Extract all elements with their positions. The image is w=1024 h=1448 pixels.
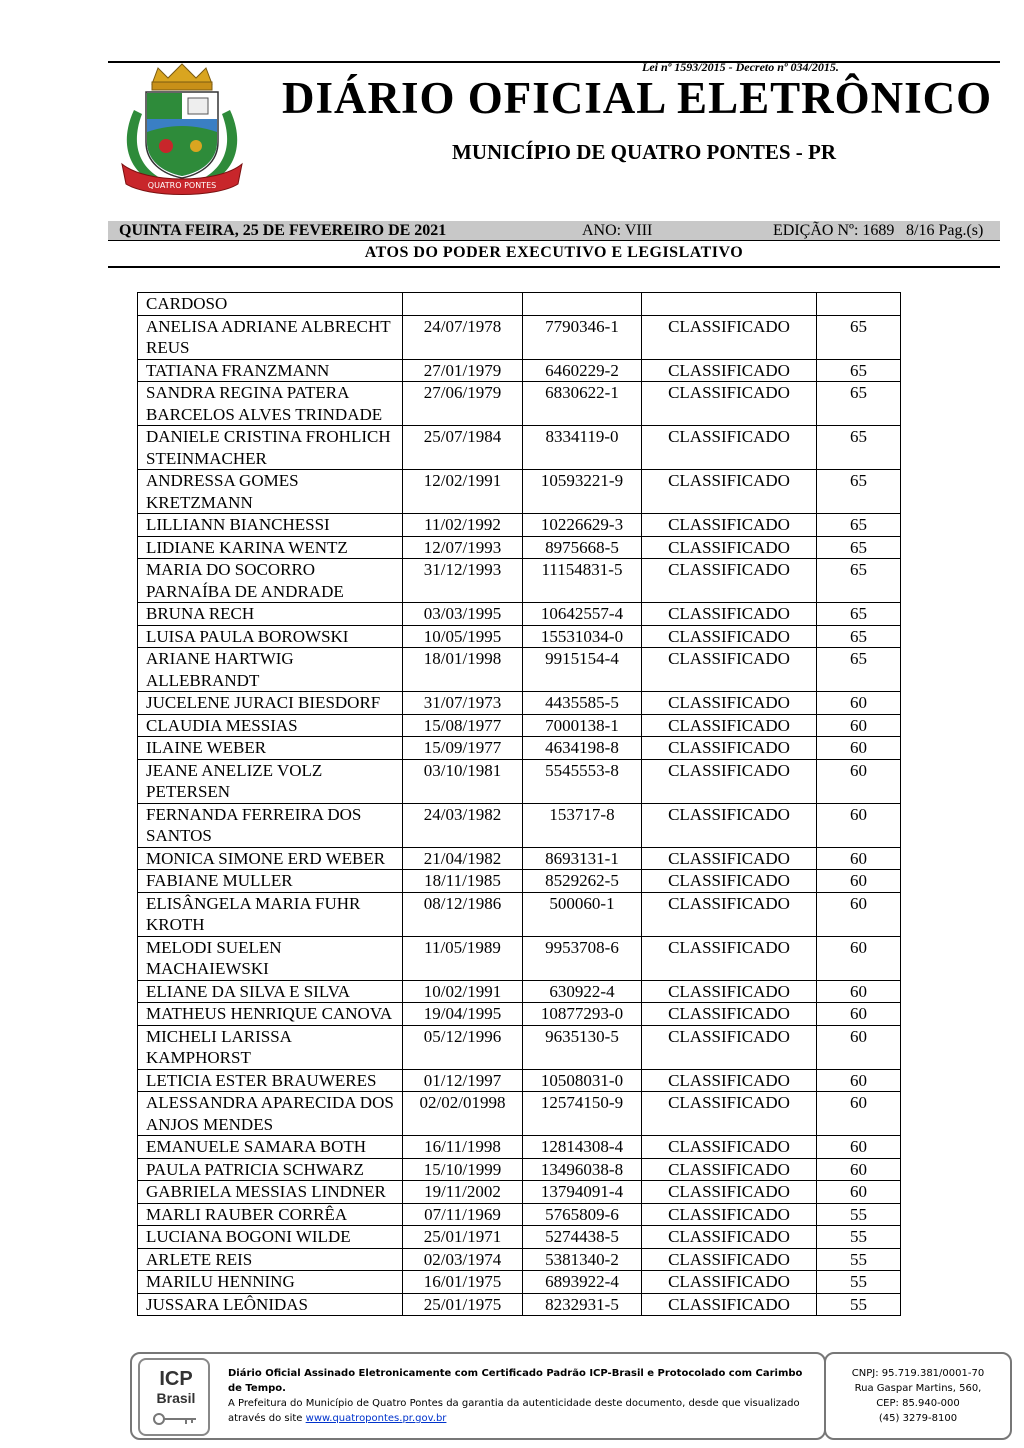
cell-score: 65: [817, 625, 901, 648]
cell-name: ALESSANDRA APARECIDA DOS ANJOS MENDES: [138, 1092, 403, 1136]
cell-status: CLASSIFICADO: [642, 692, 817, 715]
law-note: Lei nº 1593/2015 - Decreto nº 034/2015.: [642, 60, 839, 74]
table-row: [138, 892, 901, 936]
footer-contact-text: [826, 1366, 1010, 1426]
cell-name: ELISÂNGELA MARIA FUHR KROTH: [138, 892, 403, 936]
page-title: DIÁRIO OFICIAL ELETRÔNICO: [282, 73, 993, 123]
cell-birthdate: 31/07/1973: [403, 692, 523, 715]
cell-birthdate: 18/01/1998: [403, 648, 523, 692]
footer-phone: (45) 3279-8100: [878, 1413, 958, 1424]
cell-birthdate: 15/09/1977: [403, 737, 523, 760]
cell-status: CLASSIFICADO: [642, 1271, 817, 1294]
cell-rg: 5545553-8: [523, 759, 642, 803]
cell-birthdate: 11/02/1992: [403, 514, 523, 537]
table-row: [138, 1203, 901, 1226]
cell-rg: 9953708-6: [523, 936, 642, 980]
table-row: [138, 980, 901, 1003]
cell-score: 55: [817, 1248, 901, 1271]
table-row: [138, 559, 901, 603]
cell-status: CLASSIFICADO: [642, 759, 817, 803]
table-row: [138, 1069, 901, 1092]
cell-status: CLASSIFICADO: [642, 315, 817, 359]
cell-name: MARLI RAUBER CORRÊA: [138, 1203, 403, 1226]
cell-score: 60: [817, 1158, 901, 1181]
cell-name: EMANUELE SAMARA BOTH: [138, 1136, 403, 1159]
cell-rg: 630922-4: [523, 980, 642, 1003]
table-row: [138, 1226, 901, 1249]
cell-rg: 10593221-9: [523, 470, 642, 514]
cell-name: PAULA PATRICIA SCHWARZ: [138, 1158, 403, 1181]
cell-rg: 5381340-2: [523, 1248, 642, 1271]
cell-birthdate: 10/05/1995: [403, 625, 523, 648]
cell-rg: 4435585-5: [523, 692, 642, 715]
edition-year: ANO: VIII: [582, 222, 653, 239]
cell-name: FABIANE MULLER: [138, 870, 403, 893]
cell-birthdate: [403, 293, 523, 316]
cell-rg: 7790346-1: [523, 315, 642, 359]
cell-status: CLASSIFICADO: [642, 1181, 817, 1204]
table-row: [138, 1003, 901, 1026]
cell-rg: 8334119-0: [523, 426, 642, 470]
cell-rg: [523, 293, 642, 316]
cell-name: MARIA DO SOCORRO PARNAÍBA DE ANDRADE: [138, 559, 403, 603]
cell-name: LUCIANA BOGONI WILDE: [138, 1226, 403, 1249]
cell-score: 60: [817, 892, 901, 936]
cell-score: 60: [817, 1136, 901, 1159]
cell-rg: 10877293-0: [523, 1003, 642, 1026]
edition-pages: 8/16 Pag.(s): [906, 222, 984, 239]
cell-score: [817, 293, 901, 316]
cell-score: 60: [817, 692, 901, 715]
cell-birthdate: 19/11/2002: [403, 1181, 523, 1204]
footer-address: Rua Gaspar Martins, 560,: [854, 1383, 982, 1394]
cell-rg: 12814308-4: [523, 1136, 642, 1159]
cell-status: CLASSIFICADO: [642, 426, 817, 470]
cell-rg: 9635130-5: [523, 1025, 642, 1069]
cell-status: CLASSIFICADO: [642, 382, 817, 426]
municipality-subtitle: MUNICÍPIO DE QUATRO PONTES - PR: [452, 140, 837, 164]
cell-status: [642, 293, 817, 316]
cell-rg: 9915154-4: [523, 648, 642, 692]
cell-score: 60: [817, 803, 901, 847]
table-row: [138, 1293, 901, 1316]
cell-score: 60: [817, 870, 901, 893]
key-icon: [152, 1412, 198, 1426]
cell-status: CLASSIFICADO: [642, 803, 817, 847]
cell-status: CLASSIFICADO: [642, 936, 817, 980]
edition-bar-rule: [108, 240, 1000, 241]
cell-status: CLASSIFICADO: [642, 714, 817, 737]
cell-score: 65: [817, 536, 901, 559]
table-row: [138, 692, 901, 715]
cell-birthdate: 15/08/1977: [403, 714, 523, 737]
table-row: [138, 1092, 901, 1136]
cell-birthdate: 12/02/1991: [403, 470, 523, 514]
cell-name: CLAUDIA MESSIAS: [138, 714, 403, 737]
cell-rg: 7000138-1: [523, 714, 642, 737]
icp-brasil-logo-icon: [138, 1358, 210, 1436]
cell-name: ANDRESSA GOMES KRETZMANN: [138, 470, 403, 514]
cell-name: LETICIA ESTER BRAUWERES: [138, 1069, 403, 1092]
cell-name: MICHELI LARISSA KAMPHORST: [138, 1025, 403, 1069]
cell-status: CLASSIFICADO: [642, 1092, 817, 1136]
cell-rg: 10508031-0: [523, 1069, 642, 1092]
footer-guarantee-line: A Prefeitura do Município de Quatro Pontes da garantia da autenticidade deste documento, desde que visualizado: [228, 1398, 800, 1409]
cell-name: FERNANDA FERREIRA DOS SANTOS: [138, 803, 403, 847]
cell-rg: 10642557-4: [523, 603, 642, 626]
cell-score: 65: [817, 315, 901, 359]
cell-status: CLASSIFICADO: [642, 847, 817, 870]
cell-name: DANIELE CRISTINA FROHLICH STEINMACHER: [138, 426, 403, 470]
cell-status: CLASSIFICADO: [642, 1158, 817, 1181]
cell-rg: 12574150-9: [523, 1092, 642, 1136]
cell-status: CLASSIFICADO: [642, 737, 817, 760]
cell-status: CLASSIFICADO: [642, 1203, 817, 1226]
cell-rg: 6893922-4: [523, 1271, 642, 1294]
table-row: [138, 1158, 901, 1181]
cell-status: CLASSIFICADO: [642, 536, 817, 559]
cell-rg: 10226629-3: [523, 514, 642, 537]
cell-score: 65: [817, 648, 901, 692]
table-row: [138, 293, 901, 316]
cell-birthdate: 31/12/1993: [403, 559, 523, 603]
footer-site-line: [228, 1411, 818, 1426]
cell-score: 60: [817, 1025, 901, 1069]
cell-status: CLASSIFICADO: [642, 648, 817, 692]
cell-name: ELIANE DA SILVA E SILVA: [138, 980, 403, 1003]
cell-score: 55: [817, 1293, 901, 1316]
cell-score: 60: [817, 1181, 901, 1204]
footer-site-link[interactable]: www.quatropontes.pr.gov.br: [305, 1413, 447, 1424]
cell-name: ARIANE HARTWIG ALLEBRANDT: [138, 648, 403, 692]
table-row: [138, 1271, 901, 1294]
cell-name: CARDOSO: [138, 293, 403, 316]
cell-status: CLASSIFICADO: [642, 1226, 817, 1249]
cell-birthdate: 02/03/1974: [403, 1248, 523, 1271]
cell-birthdate: 25/01/1971: [403, 1226, 523, 1249]
cell-birthdate: 07/11/1969: [403, 1203, 523, 1226]
footer-signed-line: Diário Oficial Assinado Eletronicamente com Certificado Padrão ICP-Brasil e Protocolado com Carimbo de Tempo.: [228, 1368, 803, 1394]
cell-name: MATHEUS HENRIQUE CANOVA: [138, 1003, 403, 1026]
cell-name: LUISA PAULA BOROWSKI: [138, 625, 403, 648]
cell-rg: 8975668-5: [523, 536, 642, 559]
cell-rg: 8529262-5: [523, 870, 642, 893]
cell-birthdate: 12/07/1993: [403, 536, 523, 559]
cell-rg: 5274438-5: [523, 1226, 642, 1249]
cell-birthdate: 25/01/1975: [403, 1293, 523, 1316]
cell-birthdate: 21/04/1982: [403, 847, 523, 870]
cell-birthdate: 27/01/1979: [403, 359, 523, 382]
municipal-crest-icon: [116, 60, 248, 198]
cell-status: CLASSIFICADO: [642, 980, 817, 1003]
cell-score: 65: [817, 382, 901, 426]
footer-certification-box: [130, 1352, 826, 1440]
cell-birthdate: 19/04/1995: [403, 1003, 523, 1026]
footer-cep: CEP: 85.940-000: [876, 1398, 960, 1409]
cell-status: CLASSIFICADO: [642, 1136, 817, 1159]
cell-score: 55: [817, 1271, 901, 1294]
icp-logo-title: ICP: [159, 1368, 193, 1390]
cell-status: CLASSIFICADO: [642, 1069, 817, 1092]
cell-score: 60: [817, 1003, 901, 1026]
cell-score: 65: [817, 559, 901, 603]
table-row: [138, 714, 901, 737]
cell-name: MELODI SUELEN MACHAIEWSKI: [138, 936, 403, 980]
cell-rg: 11154831-5: [523, 559, 642, 603]
cell-rg: 8232931-5: [523, 1293, 642, 1316]
crest-ribbon-label: QUATRO PONTES: [147, 181, 217, 190]
table-row: [138, 847, 901, 870]
table-row: [138, 603, 901, 626]
table-row: [138, 470, 901, 514]
table-row: [138, 1248, 901, 1271]
table-row: [138, 1025, 901, 1069]
cell-birthdate: 03/10/1981: [403, 759, 523, 803]
cell-rg: 153717-8: [523, 803, 642, 847]
table-row: [138, 803, 901, 847]
cell-score: 60: [817, 759, 901, 803]
cell-score: 60: [817, 737, 901, 760]
table-row: [138, 648, 901, 692]
cell-birthdate: 16/11/1998: [403, 1136, 523, 1159]
footer: [130, 1352, 1010, 1438]
table-row: [138, 426, 901, 470]
cell-score: 60: [817, 847, 901, 870]
table-row: [138, 1136, 901, 1159]
table-row: [138, 315, 901, 359]
cell-rg: 8693131-1: [523, 847, 642, 870]
cell-name: JEANE ANELIZE VOLZ PETERSEN: [138, 759, 403, 803]
table-row: [138, 936, 901, 980]
footer-contact-box: [824, 1352, 1012, 1440]
cell-birthdate: 11/05/1989: [403, 936, 523, 980]
table-row: [138, 536, 901, 559]
footer-certification-text: [228, 1366, 818, 1426]
cell-score: 60: [817, 1069, 901, 1092]
cell-score: 65: [817, 426, 901, 470]
cell-birthdate: 24/03/1982: [403, 803, 523, 847]
cell-score: 65: [817, 514, 901, 537]
cell-status: CLASSIFICADO: [642, 1003, 817, 1026]
cell-score: 60: [817, 936, 901, 980]
cell-birthdate: 05/12/1996: [403, 1025, 523, 1069]
cell-status: CLASSIFICADO: [642, 892, 817, 936]
cell-birthdate: 18/11/1985: [403, 870, 523, 893]
cell-rg: 13496038-8: [523, 1158, 642, 1181]
classification-table-body: [138, 293, 901, 1316]
cell-birthdate: 24/07/1978: [403, 315, 523, 359]
cell-status: CLASSIFICADO: [642, 514, 817, 537]
table-row: [138, 514, 901, 537]
table-row: [138, 870, 901, 893]
cell-name: JUCELENE JURACI BIESDORF: [138, 692, 403, 715]
cell-birthdate: 10/02/1991: [403, 980, 523, 1003]
edition-number: EDIÇÃO Nº: 1689: [773, 222, 895, 239]
cell-status: CLASSIFICADO: [642, 625, 817, 648]
cell-score: 55: [817, 1203, 901, 1226]
cell-score: 60: [817, 980, 901, 1003]
cell-score: 65: [817, 470, 901, 514]
classification-table: [137, 292, 901, 1316]
cell-rg: 15531034-0: [523, 625, 642, 648]
cell-birthdate: 03/03/1995: [403, 603, 523, 626]
cell-status: CLASSIFICADO: [642, 1025, 817, 1069]
cell-status: CLASSIFICADO: [642, 359, 817, 382]
cell-score: 60: [817, 1092, 901, 1136]
cell-rg: 6830622-1: [523, 382, 642, 426]
cell-name: JUSSARA LEÔNIDAS: [138, 1293, 403, 1316]
table-row: [138, 1181, 901, 1204]
table-row: [138, 359, 901, 382]
cell-name: MONICA SIMONE ERD WEBER: [138, 847, 403, 870]
icp-logo-subtitle: Brasil: [156, 1390, 196, 1406]
cell-name: ANELISA ADRIANE ALBRECHT REUS: [138, 315, 403, 359]
edition-date: QUINTA FEIRA, 25 DE FEVEREIRO DE 2021: [119, 222, 447, 239]
cell-status: CLASSIFICADO: [642, 1248, 817, 1271]
section-title: ATOS DO PODER EXECUTIVO E LEGISLATIVO: [364, 244, 744, 261]
cell-rg: 6460229-2: [523, 359, 642, 382]
cell-name: LIDIANE KARINA WENTZ: [138, 536, 403, 559]
cell-status: CLASSIFICADO: [642, 870, 817, 893]
cell-name: MARILU HENNING: [138, 1271, 403, 1294]
cell-score: 55: [817, 1226, 901, 1249]
cell-birthdate: 15/10/1999: [403, 1158, 523, 1181]
cell-rg: 13794091-4: [523, 1181, 642, 1204]
cell-score: 60: [817, 714, 901, 737]
cell-birthdate: 02/02/01998: [403, 1092, 523, 1136]
cell-status: CLASSIFICADO: [642, 470, 817, 514]
footer-site-prefix: através do site: [228, 1413, 306, 1424]
cell-birthdate: 08/12/1986: [403, 892, 523, 936]
cell-status: CLASSIFICADO: [642, 559, 817, 603]
table-row: [138, 737, 901, 760]
cell-rg: 4634198-8: [523, 737, 642, 760]
table-row: [138, 382, 901, 426]
cell-name: ARLETE REIS: [138, 1248, 403, 1271]
cell-rg: 5765809-6: [523, 1203, 642, 1226]
cell-birthdate: 16/01/1975: [403, 1271, 523, 1294]
section-rule: [108, 266, 1000, 268]
cell-birthdate: 25/07/1984: [403, 426, 523, 470]
cell-birthdate: 27/06/1979: [403, 382, 523, 426]
cell-name: SANDRA REGINA PATERA BARCELOS ALVES TRINDADE: [138, 382, 403, 426]
cell-score: 65: [817, 359, 901, 382]
cell-name: LILLIANN BIANCHESSI: [138, 514, 403, 537]
cell-name: ILAINE WEBER: [138, 737, 403, 760]
table-row: [138, 759, 901, 803]
footer-cnpj: CNPJ: 95.719.381/0001-70: [851, 1368, 985, 1379]
cell-name: BRUNA RECH: [138, 603, 403, 626]
cell-rg: 500060-1: [523, 892, 642, 936]
cell-name: TATIANA FRANZMANN: [138, 359, 403, 382]
edition-bar: [108, 221, 1000, 240]
cell-status: CLASSIFICADO: [642, 1293, 817, 1316]
cell-status: CLASSIFICADO: [642, 603, 817, 626]
table-row: [138, 625, 901, 648]
cell-birthdate: 01/12/1997: [403, 1069, 523, 1092]
cell-score: 65: [817, 603, 901, 626]
cell-name: GABRIELA MESSIAS LINDNER: [138, 1181, 403, 1204]
